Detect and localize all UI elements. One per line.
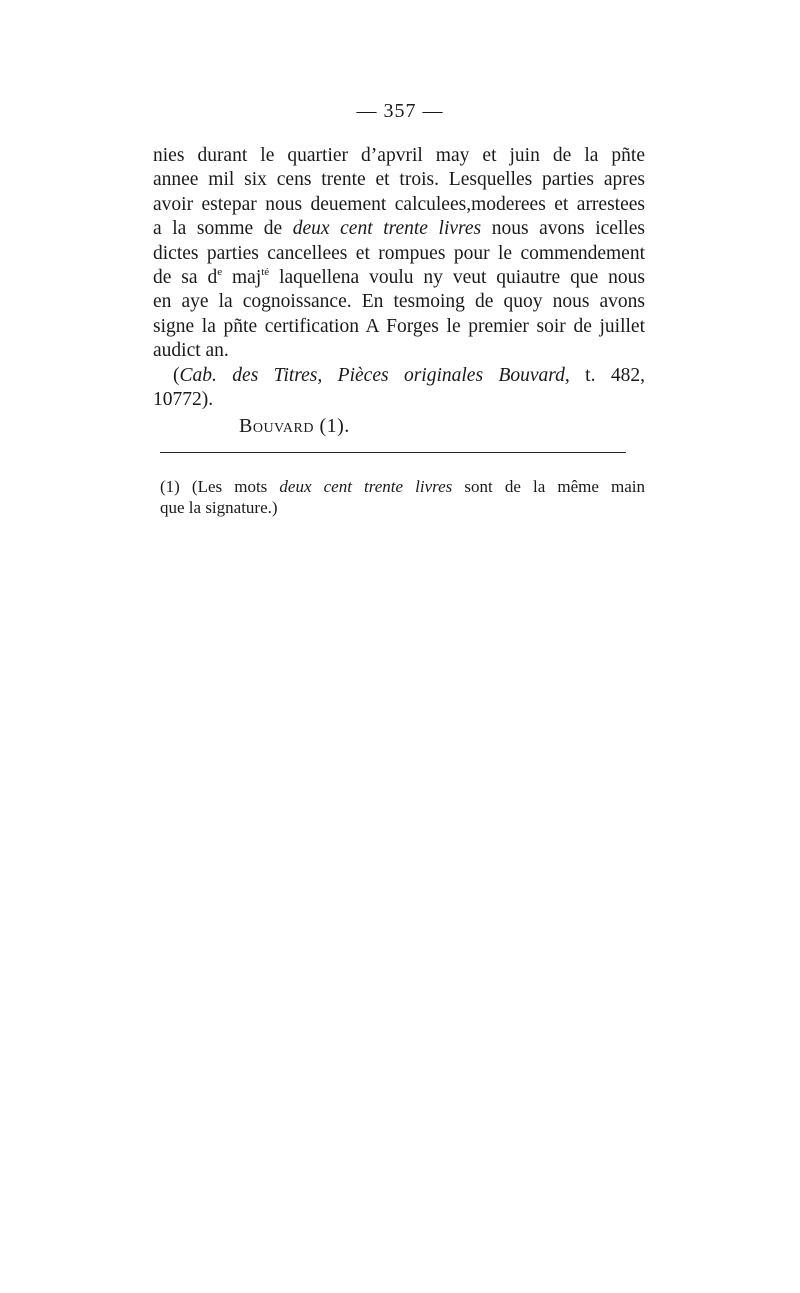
citation-post: t. 482,: [569, 364, 645, 386]
text-line-6-sup2: té: [261, 266, 270, 279]
citation-line-1: [153, 364, 645, 388]
text-line-2: annee mil six cens trente et trois. Lesquelles parties apres: [153, 169, 645, 191]
text-line-4-pre: a la somme de: [153, 218, 293, 240]
text-line-4-post: nous avons icelles: [481, 218, 646, 240]
footnote-line-2: que la signature.): [160, 498, 278, 517]
text-line-4-italic: deux cent trente livres: [292, 218, 482, 240]
text-line-6-sup1: e: [217, 266, 223, 279]
citation-italic: Cab. des Titres, Pièces originales Bouvard,: [179, 364, 570, 386]
footnote-pre: (1) (Les mots: [160, 477, 280, 496]
footnote-post: sont de la même main: [452, 477, 645, 496]
main-text: [153, 144, 645, 439]
text-line-3: avoir estepar nous deuement calculees,moderees et arrestees: [153, 193, 645, 215]
text-line-6-post: laquellena voulu ny veut quiautre que nous: [269, 267, 645, 289]
footnote-italic: deux cent trente livres: [279, 477, 453, 496]
signature-name: Bouvard: [239, 415, 314, 438]
footnote-line-1: [160, 476, 645, 497]
text-line-6: [153, 266, 645, 290]
citation-line-2: 10772).: [153, 389, 214, 411]
citation-open: (: [173, 364, 180, 386]
text-line-4: [153, 217, 645, 241]
text-line-9: audict an.: [153, 340, 229, 362]
footnote: [160, 476, 645, 518]
signature-note: (1).: [313, 415, 350, 438]
text-line-6-mid: maj: [222, 267, 262, 289]
text-line-1: nies durant le quartier d’apvril may et juin de la pñte: [153, 145, 645, 166]
page-number: — 357 —: [356, 100, 444, 122]
footnote-divider: [160, 452, 626, 453]
text-line-6-pre: de sa d: [153, 267, 218, 289]
text-line-8: signe la pñte certification A Forges le premier soir de juillet: [153, 315, 645, 337]
signature: [153, 414, 645, 438]
text-line-7: en aye la cognoissance. En tesmoing de quoy nous avons: [153, 291, 645, 313]
text-line-5: dictes parties cancellees et rompues pour le commendement: [153, 242, 645, 264]
